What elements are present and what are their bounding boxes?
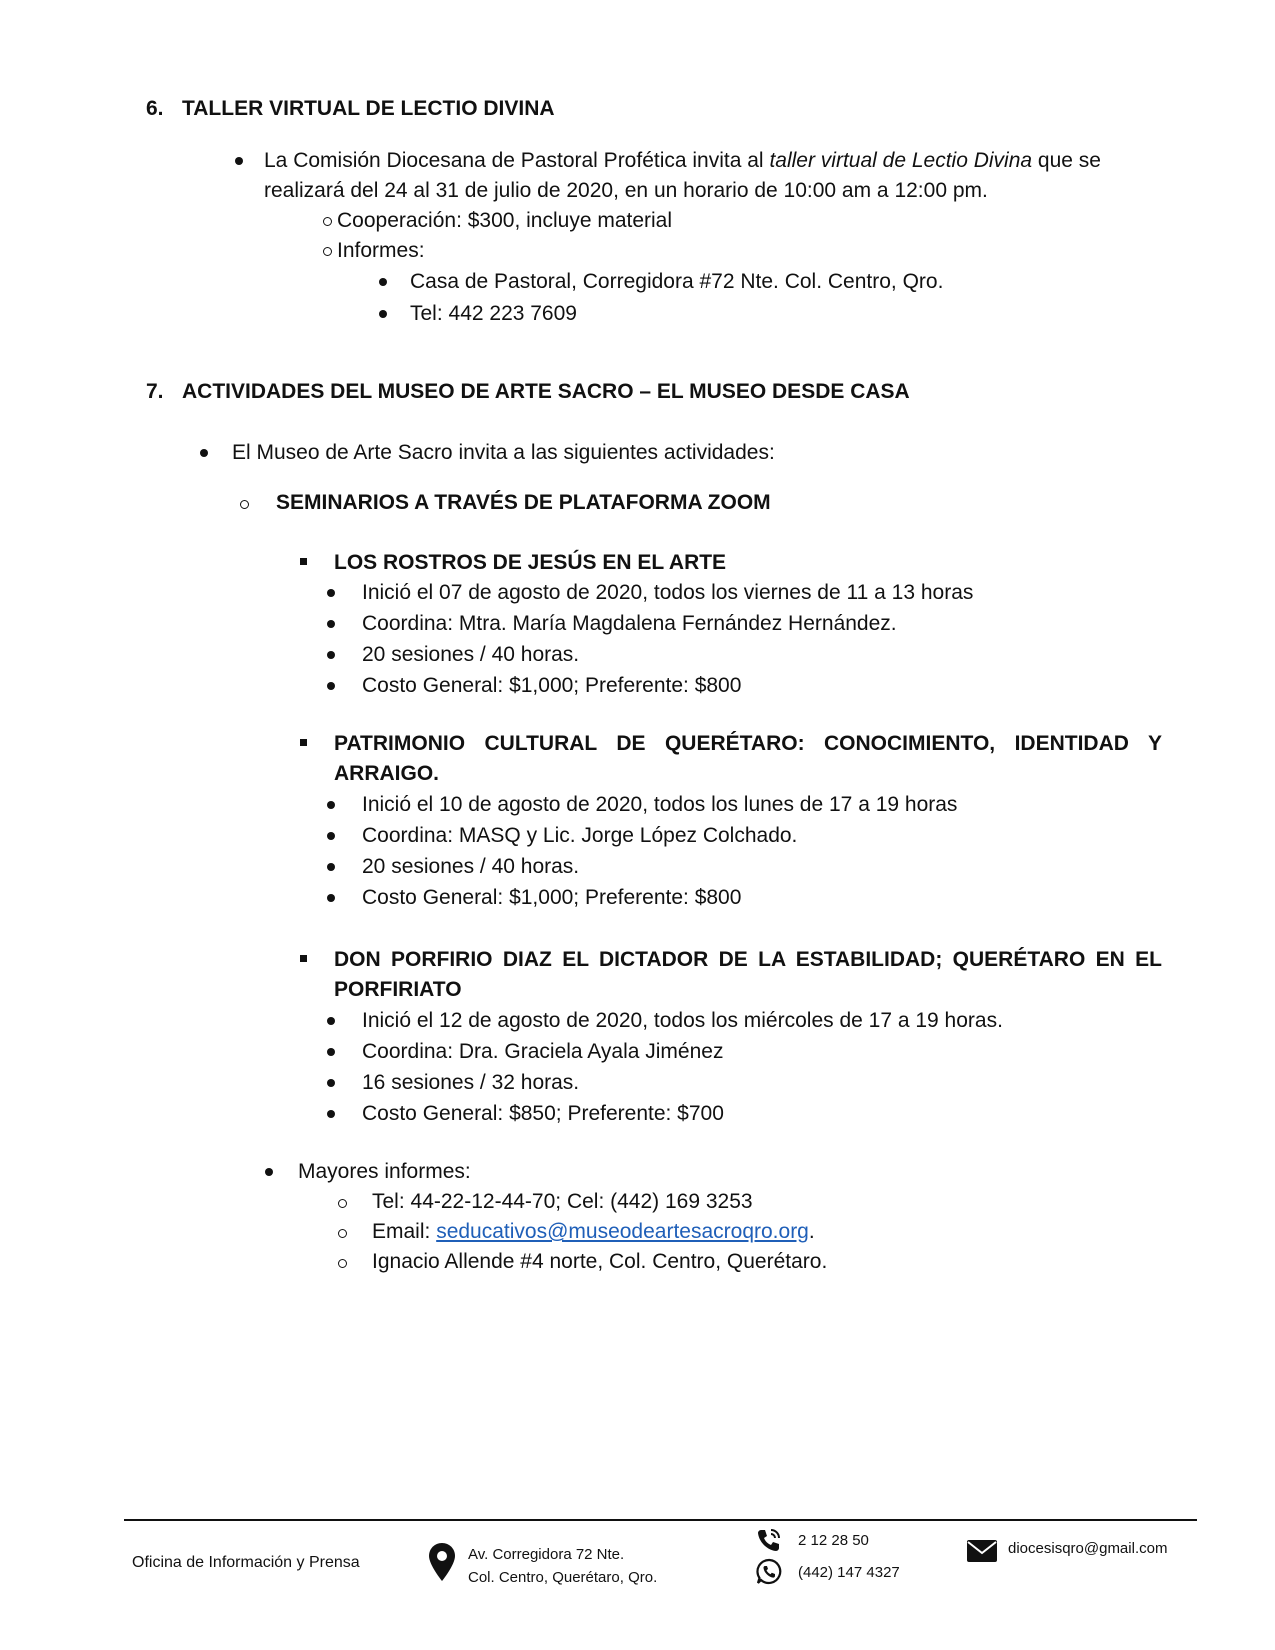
- seminar-1-item: Costo General: $1,000; Preferente: $800: [362, 674, 742, 697]
- bullet: [379, 278, 387, 286]
- informes-tel: Tel: 442 223 7609: [410, 302, 577, 325]
- seminar-3-item: 16 sesiones / 32 horas.: [362, 1071, 580, 1094]
- contact-email-line: [372, 1217, 815, 1247]
- bullet: [327, 1048, 335, 1056]
- seminar-3-item: Inició el 12 de agosto de 2020, todos los miércoles de 17 a 19 horas.: [362, 1009, 1003, 1032]
- circle-bullet: [323, 217, 332, 226]
- envelope-icon: [966, 1539, 998, 1563]
- footer-address-line2: Col. Centro, Querétaro, Qro.: [468, 1569, 658, 1586]
- section-6-intro-line2: realizará del 24 al 31 de julio de 2020, en un horario de 10:00 am a 12:00 pm.: [264, 179, 988, 202]
- bullet: [327, 801, 335, 809]
- bullet: [327, 682, 335, 690]
- seminarios-title: SEMINARIOS A TRAVÉS DE PLATAFORMA ZOOM: [276, 491, 771, 514]
- bullet: [327, 589, 335, 597]
- section-6-title: TALLER VIRTUAL DE LECTIO DIVINA: [182, 97, 555, 120]
- square-bullet: [300, 955, 307, 962]
- seminar-1-title: LOS ROSTROS DE JESÚS EN EL ARTE: [334, 551, 727, 574]
- intro-text: La Comisión Diocesana de Pastoral Profética invita al: [264, 149, 770, 172]
- seminar-3-title: DON PORFIRIO DIAZ EL DICTADOR DE LA ESTABILIDAD; QUERÉTARO EN EL: [334, 948, 1162, 971]
- location-pin-icon: [428, 1542, 456, 1582]
- seminar-2-title: PATRIMONIO CULTURAL DE QUERÉTARO: CONOCIMIENTO, IDENTIDAD Y: [334, 732, 1162, 755]
- section-7-intro: El Museo de Arte Sacro invita a las siguientes actividades:: [232, 441, 775, 464]
- bullet: [327, 1079, 335, 1087]
- footer-divider: [124, 1519, 1197, 1521]
- circle-bullet: [338, 1259, 347, 1268]
- circle-bullet: [240, 500, 249, 509]
- seminar-1-item: 20 sesiones / 40 horas.: [362, 643, 580, 666]
- seminar-1-item: Coordina: Mtra. María Magdalena Fernández Hernández.: [362, 612, 897, 635]
- footer-address-line1: Av. Corregidora 72 Nte.: [468, 1546, 625, 1563]
- seminar-2-item: 20 sesiones / 40 horas.: [362, 855, 580, 878]
- seminar-2-title-line2: ARRAIGO.: [334, 762, 439, 785]
- circle-bullet: [323, 247, 332, 256]
- bullet: [265, 1168, 273, 1176]
- mayores-informes: Mayores informes:: [298, 1160, 471, 1183]
- footer-phone: 2 12 28 50: [798, 1532, 869, 1549]
- intro-italic-text: taller virtual de Lectio Divina: [769, 149, 1033, 172]
- section-6-number: 6.: [146, 97, 164, 120]
- footer-whatsapp: (442) 147 4327: [798, 1564, 900, 1581]
- bullet: [235, 157, 243, 165]
- whatsapp-icon: [756, 1558, 783, 1585]
- circle-bullet: [338, 1199, 347, 1208]
- bullet: [327, 620, 335, 628]
- seminar-2-item: Coordina: MASQ y Lic. Jorge López Colchado.: [362, 824, 798, 847]
- bullet: [327, 832, 335, 840]
- bullet: [327, 894, 335, 902]
- contact-address: Ignacio Allende #4 norte, Col. Centro, Querétaro.: [372, 1250, 828, 1273]
- seminar-2-item: Costo General: $1,000; Preferente: $800: [362, 886, 742, 909]
- cooperacion-item: Cooperación: $300, incluye material: [337, 209, 673, 232]
- bullet: [379, 310, 387, 318]
- seminar-2-item: Inició el 10 de agosto de 2020, todos los lunes de 17 a 19 horas: [362, 793, 958, 816]
- bullet: [200, 449, 208, 457]
- section-7-title: ACTIVIDADES DEL MUSEO DE ARTE SACRO – EL MUSEO DESDE CASA: [182, 380, 910, 403]
- informes-item: Informes:: [337, 239, 425, 262]
- email-label: Email:: [372, 1220, 437, 1243]
- email-link[interactable]: seducativos@museodeartesacroqro.org: [436, 1220, 809, 1243]
- bullet: [327, 1017, 335, 1025]
- square-bullet: [300, 558, 307, 565]
- footer-office: Oficina de Información y Prensa: [132, 1554, 360, 1571]
- seminar-3-item: Coordina: Dra. Graciela Ayala Jiménez: [362, 1040, 724, 1063]
- section-7-number: 7.: [146, 380, 164, 403]
- informes-address: Casa de Pastoral, Corregidora #72 Nte. Col. Centro, Qro.: [410, 270, 944, 293]
- contact-tel: Tel: 44-22-12-44-70; Cel: (442) 169 3253: [372, 1190, 753, 1213]
- bullet: [327, 651, 335, 659]
- bullet: [327, 863, 335, 871]
- circle-bullet: [338, 1229, 347, 1238]
- intro-text-end: que se: [1032, 149, 1101, 172]
- seminar-3-title-line2: PORFIRIATO: [334, 978, 462, 1001]
- seminar-3-item: Costo General: $850; Preferente: $700: [362, 1102, 724, 1125]
- seminar-1-item: Inició el 07 de agosto de 2020, todos los viernes de 11 a 13 horas: [362, 581, 974, 604]
- footer-email[interactable]: diocesisqro@gmail.com: [1008, 1540, 1168, 1557]
- email-suffix: .: [808, 1220, 815, 1243]
- section-6-intro: [264, 146, 1101, 176]
- bullet: [327, 1110, 335, 1118]
- phone-icon: [756, 1527, 782, 1553]
- square-bullet: [300, 739, 307, 746]
